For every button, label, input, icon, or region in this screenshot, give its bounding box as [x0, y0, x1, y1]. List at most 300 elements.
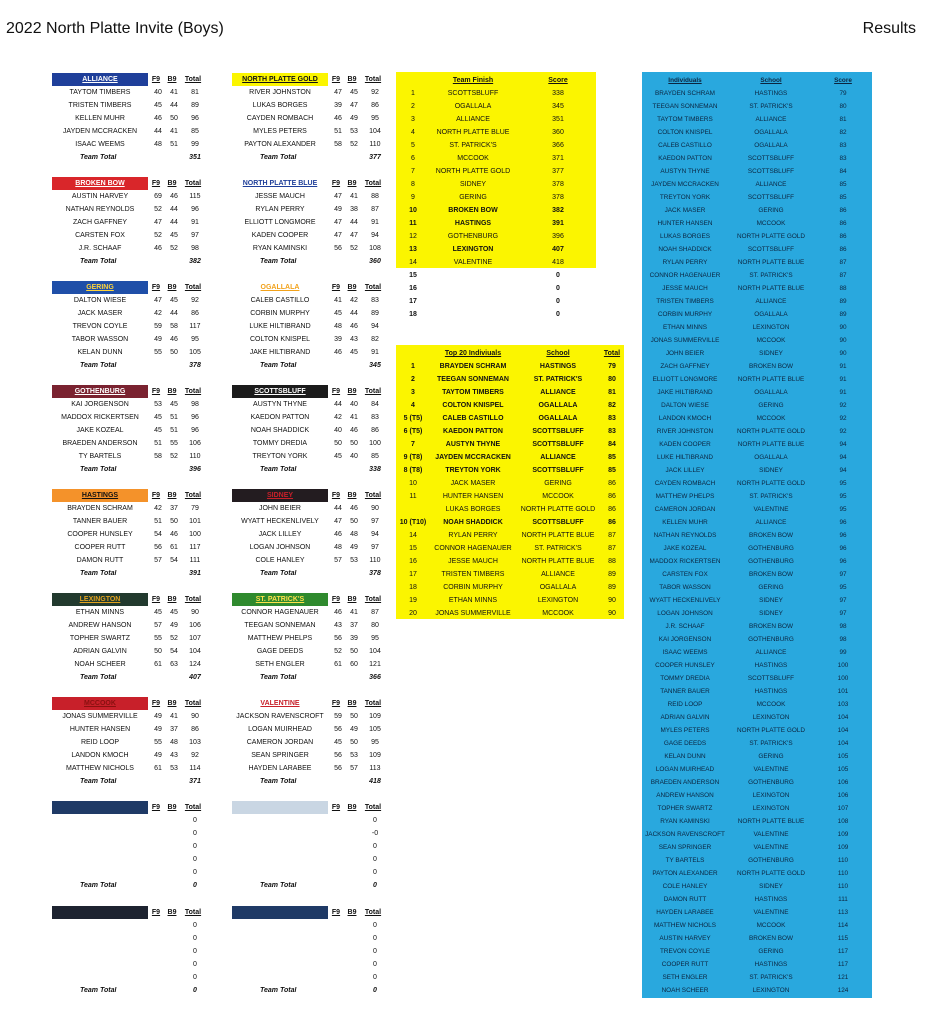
total: 82 [608, 402, 616, 409]
place: 14 [409, 259, 417, 266]
individual-row [642, 451, 872, 464]
back-nine-score: 50 [350, 648, 358, 655]
school: LEXINGTON [752, 805, 790, 812]
player-row [230, 541, 388, 554]
player-total: 100 [369, 440, 381, 447]
team-total-value: 378 [369, 570, 381, 577]
team-total-label: Team Total [80, 258, 117, 265]
player-row [50, 723, 208, 736]
team-finish-row [396, 87, 600, 100]
team-table [230, 72, 388, 164]
top20-row [396, 503, 624, 516]
school: SCOTTSBLUFF [747, 155, 795, 162]
total-header: Total [184, 595, 202, 603]
score: 94 [839, 441, 847, 448]
individual-row [642, 152, 872, 165]
front-nine-score: 49 [154, 726, 162, 733]
school: OGALLALA [754, 129, 788, 136]
team: SCOTTSBLUFF [447, 90, 499, 97]
team: LEXINGTON [452, 246, 494, 253]
player-name: TABOR WASSON [659, 584, 711, 591]
score: 378 [552, 181, 564, 188]
player-total: 114 [189, 765, 201, 772]
front-nine-score: 47 [334, 518, 342, 525]
player-total: 106 [189, 440, 201, 447]
player-name: NATHAN REYNOLDS [653, 532, 717, 539]
back-nine-score: 63 [170, 661, 178, 668]
player-name: DALTON WIESE [73, 297, 127, 304]
team: MCCOOK [457, 155, 489, 162]
team: ST. PATRICK'S [449, 142, 497, 149]
team-total-label: Team Total [80, 362, 117, 369]
player-total: 96 [191, 427, 199, 434]
player-row [50, 190, 208, 203]
player-total: 115 [189, 193, 201, 200]
individual-row [642, 256, 872, 269]
team-total-row [50, 671, 208, 684]
back-nine-score: 52 [170, 453, 178, 460]
player-total: 83 [371, 414, 379, 421]
score: 92 [839, 428, 847, 435]
back-nine-score: 53 [170, 765, 178, 772]
top20-row [396, 438, 624, 451]
player-name: CONNOR HAGENAUER [241, 609, 319, 616]
team: VALENTINE [453, 259, 493, 266]
school: MCCOOK [756, 337, 786, 344]
player-name: CALEB CASTILLO [658, 142, 712, 149]
front-nine-score: 56 [334, 635, 342, 642]
player-row [50, 437, 208, 450]
school: GOTHENBURG [748, 558, 794, 565]
place: 17 [409, 571, 417, 578]
player-name: TRISTEN TIMBERS [441, 571, 505, 578]
player-total: 91 [371, 219, 379, 226]
school: NORTH PLATTE BLUE [737, 259, 805, 266]
school: OGALLALA [754, 142, 788, 149]
team-table [50, 384, 208, 476]
top20-row [396, 399, 624, 412]
b9-header: B9 [347, 803, 357, 811]
school: ALLIANCE [540, 454, 576, 461]
individual-row [642, 750, 872, 763]
player-row [230, 658, 388, 671]
player-name: SETH ENGLER [255, 661, 305, 668]
back-nine-score: 38 [350, 206, 358, 213]
place: 3 [411, 116, 415, 123]
total-header: Total [184, 699, 202, 707]
individual-row [642, 334, 872, 347]
back-nine-score: 40 [350, 453, 358, 460]
score: 0 [556, 311, 560, 318]
player-total: 109 [369, 713, 381, 720]
f9-header: F9 [151, 387, 161, 395]
player-name: TEEGAN SONNEMAN [244, 622, 316, 629]
player-row [50, 945, 208, 958]
team-total-label: Team Total [260, 778, 297, 785]
b9-header: B9 [347, 908, 357, 916]
f9-header: F9 [331, 908, 341, 916]
player-total: 124 [189, 661, 201, 668]
school: NORTH PLATTE GOLD [737, 727, 805, 734]
total-header: Total [364, 595, 382, 603]
total: 90 [608, 597, 616, 604]
front-nine-score: 45 [334, 310, 342, 317]
player-name: DAMON RUTT [663, 896, 707, 903]
score: 95 [839, 493, 847, 500]
school: ALLIANCE [541, 571, 575, 578]
team-total-value: 396 [189, 466, 201, 473]
school: ALLIANCE [755, 649, 787, 656]
back-nine-score: 46 [350, 323, 358, 330]
school: NORTH PLATTE BLUE [737, 441, 805, 448]
front-nine-score: 52 [334, 648, 342, 655]
score: 94 [839, 454, 847, 461]
player-row [230, 853, 388, 866]
top20-row [396, 542, 624, 555]
player-row [50, 424, 208, 437]
school: GERING [758, 402, 784, 409]
front-nine-score: 46 [334, 115, 342, 122]
player-name: SEAN SPRINGER [658, 844, 712, 851]
player-total: 86 [191, 726, 199, 733]
player-row [230, 333, 388, 346]
player-row [230, 411, 388, 424]
player-row [50, 658, 208, 671]
top20-row [396, 477, 624, 490]
player-total: 0 [373, 869, 377, 876]
team-total-value: 0 [373, 987, 377, 994]
back-nine-score: 54 [170, 648, 178, 655]
player-name: TOPHER SWARTZ [657, 805, 713, 812]
team-total-value: 366 [369, 674, 381, 681]
player-total: 89 [191, 102, 199, 109]
player-name: LOGAN JOHNSON [249, 544, 311, 551]
player-name: CONNOR HAGENAUER [434, 545, 512, 552]
player-name: RYLAN PERRY [448, 532, 498, 539]
player-row [50, 138, 208, 151]
front-nine-score: 46 [154, 245, 162, 252]
player-total: 94 [371, 232, 379, 239]
player-name: AUSTYN THYNE [445, 441, 501, 448]
back-nine-score: 39 [350, 635, 358, 642]
player-name: JACK LILLEY [665, 467, 705, 474]
place: 19 [409, 597, 417, 604]
player-name: TY BARTELS [665, 857, 705, 864]
school: NORTH PLATTE GOLD [737, 870, 805, 877]
school: GERING [544, 480, 572, 487]
player-name: JAYDEN MCCRACKEN [62, 128, 138, 135]
player-name: HUNTER HANSEN [657, 220, 713, 227]
school: BROKEN BOW [748, 363, 794, 370]
player-name: KAEDON PATTON [250, 414, 310, 421]
school: NORTH PLATTE BLUE [521, 532, 595, 539]
score: 99 [839, 649, 847, 656]
individual-row [642, 893, 872, 906]
individual-row [642, 906, 872, 919]
player-row [230, 424, 388, 437]
team-header-row [50, 488, 208, 502]
player-name: TOMMY DREDIA [252, 440, 308, 447]
team-finish-row [396, 178, 600, 191]
score: 81 [839, 116, 847, 123]
team-name-badge [52, 801, 148, 814]
front-nine-score: 50 [154, 648, 162, 655]
player-name: DAMON RUTT [76, 557, 124, 564]
front-nine-score: 56 [334, 726, 342, 733]
front-nine-score: 47 [334, 232, 342, 239]
place: 11 [409, 220, 417, 227]
player-row [230, 749, 388, 762]
player-name: MATTHEW NICHOLS [653, 922, 716, 929]
place: 13 [409, 246, 417, 253]
individual-row [642, 919, 872, 932]
top20-row [396, 464, 624, 477]
school: VALENTINE [753, 844, 789, 851]
score: 107 [837, 805, 849, 812]
player-name: MATTHEW NICHOLS [66, 765, 134, 772]
top20-row [396, 555, 624, 568]
player-name: LANDON KMOCH [71, 752, 129, 759]
front-nine-score: 52 [154, 232, 162, 239]
team-header-row [50, 905, 208, 919]
b9-header: B9 [167, 283, 177, 291]
player-row [230, 99, 388, 112]
total-header: Total [364, 908, 382, 916]
place: 2 [411, 376, 415, 383]
back-nine-score: 50 [170, 518, 178, 525]
score: 371 [552, 155, 564, 162]
player-total: 103 [189, 739, 201, 746]
player-name: JACKSON RAVENSCROFT [645, 831, 725, 838]
back-nine-score: 41 [170, 713, 178, 720]
score: 105 [837, 753, 849, 760]
school: OGALLALA [754, 389, 788, 396]
player-name: BRAEDEN ANDERSON [62, 440, 138, 447]
individuals-table [642, 74, 872, 997]
top20-row [396, 386, 624, 399]
player-row [50, 932, 208, 945]
team-total-value: 0 [193, 987, 197, 994]
player-name: COOPER RUTT [74, 544, 126, 551]
player-row [230, 203, 388, 216]
team-header-row [50, 176, 208, 190]
player-row [230, 125, 388, 138]
front-nine-score: 61 [154, 765, 162, 772]
back-nine-score: 60 [350, 661, 358, 668]
player-row [50, 86, 208, 99]
score: 97 [839, 610, 847, 617]
team-total-row [50, 255, 208, 268]
front-nine-score: 45 [154, 102, 162, 109]
school: HASTINGS [754, 662, 788, 669]
player-name: COOPER RUTT [661, 961, 709, 968]
individual-row [642, 789, 872, 802]
school: ST. PATRICK'S [749, 493, 793, 500]
player-total: 0 [373, 922, 377, 929]
school: ALLIANCE [755, 519, 787, 526]
player-name: JAKE KOZEAL [76, 427, 124, 434]
player-total: 110 [189, 453, 201, 460]
player-row [50, 736, 208, 749]
front-nine-score: 52 [154, 206, 162, 213]
team-total-label: Team Total [80, 674, 117, 681]
individual-row [642, 321, 872, 334]
score: 85 [839, 181, 847, 188]
place: 2 [411, 103, 415, 110]
school: SCOTTSBLUFF [532, 441, 584, 448]
player-row [50, 645, 208, 658]
player-row [230, 814, 388, 827]
player-row [230, 645, 388, 658]
team-finish-row [396, 204, 600, 217]
score: 351 [552, 116, 564, 123]
player-name: CAMERON JORDAN [246, 739, 314, 746]
score: 111 [838, 896, 848, 903]
front-nine-score: 43 [334, 622, 342, 629]
player-total: 87 [371, 609, 379, 616]
player-row [230, 450, 388, 463]
player-row [230, 138, 388, 151]
results-label: Results [862, 20, 916, 37]
score: 89 [839, 311, 847, 318]
player-total: 108 [369, 245, 381, 252]
school: GERING [758, 584, 784, 591]
individual-row [642, 620, 872, 633]
score: 109 [837, 844, 849, 851]
individual-row [642, 607, 872, 620]
score: 85 [839, 194, 847, 201]
back-nine-score: 46 [350, 505, 358, 512]
player-total: 0 [373, 961, 377, 968]
score: 80 [839, 103, 847, 110]
back-nine-score: 44 [170, 310, 178, 317]
player-name: TANNER BAUER [72, 518, 128, 525]
player-name: CORBIN MURPHY [443, 584, 503, 591]
player-name: TY BARTELS [78, 453, 122, 460]
school: GERING [758, 948, 784, 955]
player-total: 0 [193, 869, 197, 876]
team-name-badge: OGALLALA [260, 283, 300, 291]
front-nine-score: 49 [334, 206, 342, 213]
player-name: LUKAS BORGES [252, 102, 308, 109]
player-total: 90 [191, 609, 199, 616]
individual-row [642, 646, 872, 659]
front-nine-score: 58 [154, 453, 162, 460]
player-total: 96 [191, 115, 199, 122]
player-total: 0 [193, 948, 197, 955]
back-nine-score: 41 [170, 128, 178, 135]
f9-header: F9 [151, 803, 161, 811]
back-nine-score: 52 [350, 245, 358, 252]
team-total-label: Team Total [260, 987, 297, 994]
individual-row [642, 373, 872, 386]
player-total: 95 [371, 739, 379, 746]
score: 382 [552, 207, 564, 214]
school: SIDNEY [759, 883, 783, 890]
top20-row [396, 568, 624, 581]
team: GOTHENBURG [447, 233, 499, 240]
player-name: TAYTOM TIMBERS [442, 389, 504, 396]
player-total: 83 [371, 297, 379, 304]
place: 10 [409, 207, 417, 214]
player-name: KADEN COOPER [659, 441, 711, 448]
f9-header: F9 [151, 908, 161, 916]
f9-header: F9 [151, 283, 161, 291]
player-name: ELLIOTT LONGMORE [244, 219, 316, 226]
individual-row [642, 685, 872, 698]
back-nine-score: 52 [170, 245, 178, 252]
player-row [230, 86, 388, 99]
score: 0 [556, 285, 560, 292]
place: 11 [409, 493, 417, 500]
front-nine-score: 54 [154, 531, 162, 538]
player-total: 86 [371, 102, 379, 109]
school: MCCOOK [756, 415, 786, 422]
school: SCOTTSBLUFF [532, 519, 584, 526]
individual-row [642, 503, 872, 516]
front-nine-score: 45 [334, 739, 342, 746]
team-header-row [50, 800, 208, 814]
back-nine-score: 49 [350, 726, 358, 733]
team: NORTH PLATTE BLUE [436, 129, 510, 136]
team-header-row [230, 384, 388, 398]
team-header-row [230, 488, 388, 502]
top20-header [396, 347, 624, 360]
team-finish-row [396, 282, 600, 295]
front-nine-score: 56 [154, 544, 162, 551]
front-nine-score: 47 [154, 219, 162, 226]
player-name: HUNTER HANSEN [442, 493, 504, 500]
front-nine-score: 49 [154, 713, 162, 720]
front-nine-score: 41 [334, 297, 342, 304]
score: 79 [839, 90, 847, 97]
back-nine-score: 52 [170, 635, 178, 642]
total-header: Total [603, 350, 621, 357]
team-finish-row [396, 152, 600, 165]
player-total: 85 [191, 128, 199, 135]
front-nine-score: 56 [334, 752, 342, 759]
player-name: TABOR WASSON [71, 336, 129, 343]
score: 91 [839, 389, 847, 396]
player-name: ZACH GAFFNEY [72, 219, 128, 226]
player-name: COLTON KNISPEL [249, 336, 311, 343]
place: 16 [409, 285, 417, 292]
school: SCOTTSBLUFF [747, 675, 795, 682]
back-nine-score: 52 [350, 141, 358, 148]
team-name-badge: NORTH PLATTE BLUE [242, 179, 318, 187]
school: OGALLALA [538, 415, 578, 422]
player-total: 92 [191, 752, 199, 759]
team-finish-row [396, 139, 600, 152]
individual-row [642, 425, 872, 438]
individual-row [642, 477, 872, 490]
front-nine-score: 61 [334, 661, 342, 668]
team-total-label: Team Total [260, 466, 297, 473]
front-nine-score: 48 [334, 544, 342, 551]
player-row [50, 99, 208, 112]
place: 5 (T5) [403, 415, 423, 422]
player-name: JAKE HILTIBRAND [657, 389, 713, 396]
individual-row [642, 295, 872, 308]
player-name: ETHAN MINNS [662, 324, 708, 331]
player-name: CARSTEN FOX [75, 232, 125, 239]
team-total-label: Team Total [80, 154, 117, 161]
team-total-label: Team Total [260, 362, 297, 369]
individual-row [642, 958, 872, 971]
school: NORTH PLATTE GOLD [737, 428, 805, 435]
team-finish-row [396, 217, 600, 230]
player-name: REID LOOP [667, 701, 703, 708]
